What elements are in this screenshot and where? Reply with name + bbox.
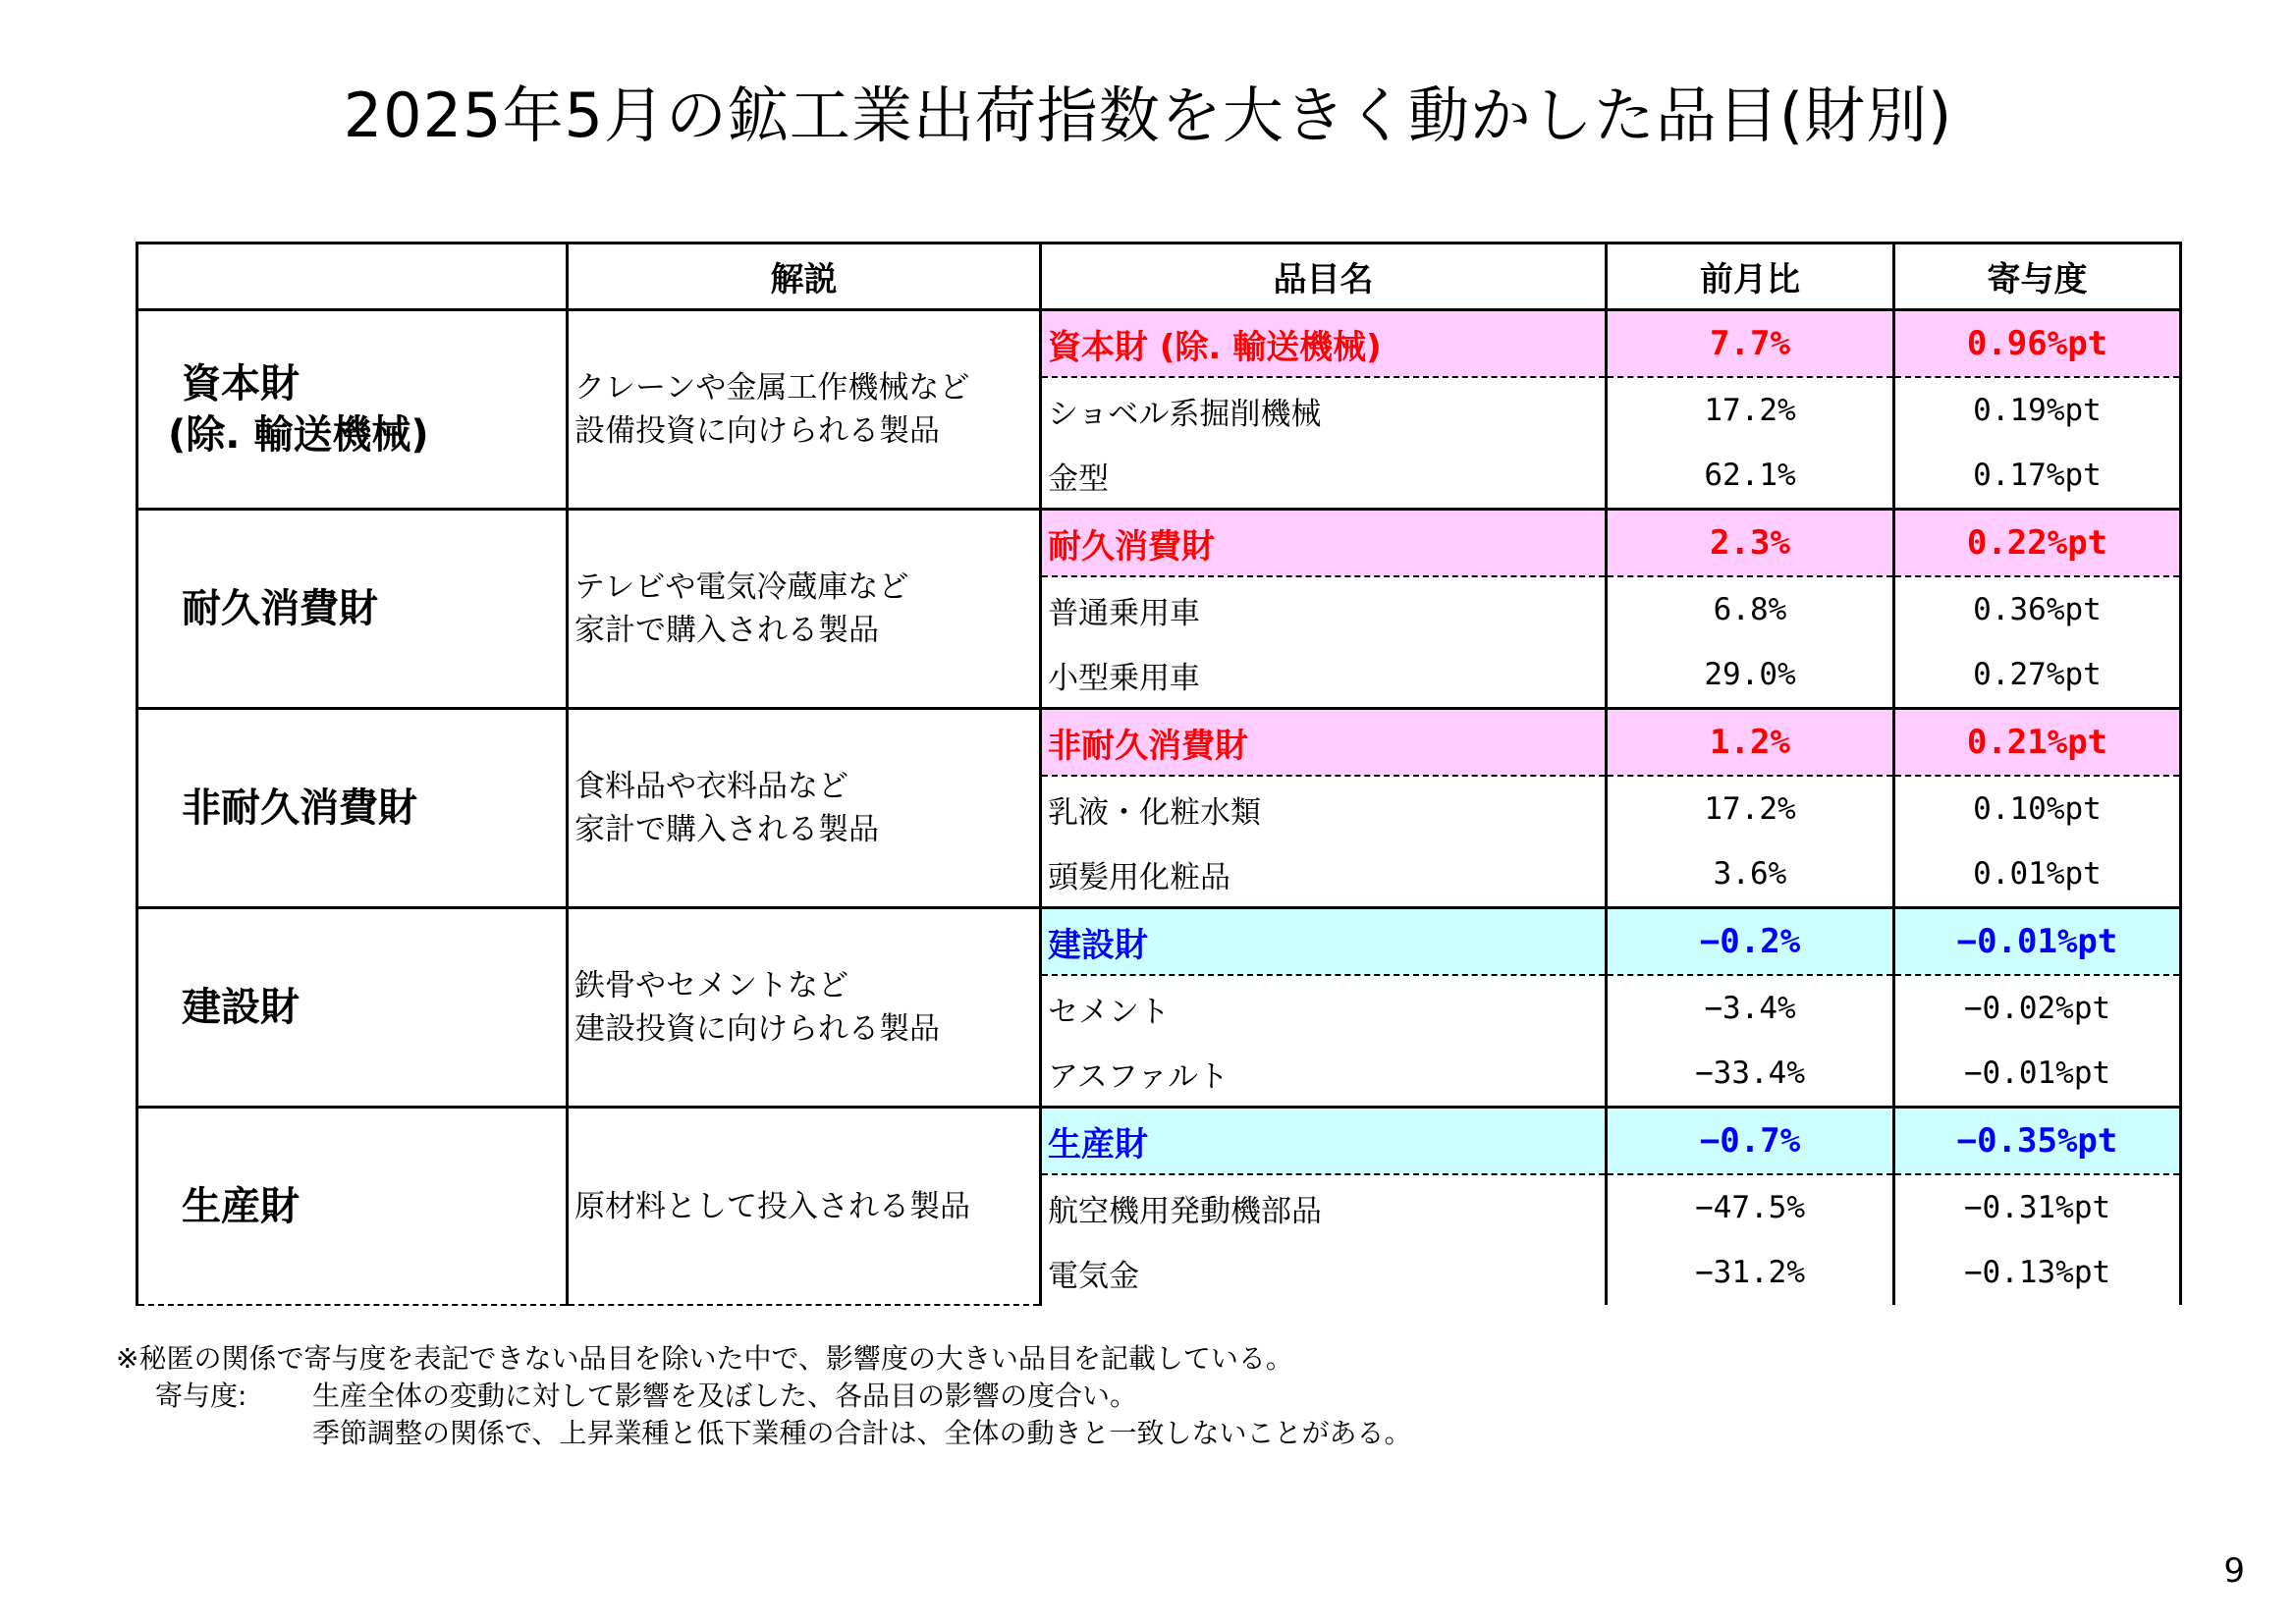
category-label: 建設財 (182, 985, 300, 1030)
page-title: 2025年5月の鉱工業出荷指数を大きく動かした品目(財別) (343, 80, 1953, 151)
footnote-line-3: 季節調整の関係で、上昇業種と低下業種の合計は、全体の動きと一致しないことがある。 (312, 1417, 1412, 1449)
item-name: 資本財 (除. 輸送機械) (1041, 310, 1607, 378)
category-label: 資本財 (182, 361, 300, 406)
contribution-value: 0.19%pt (1894, 377, 2181, 443)
contribution-value: −0.01%pt (1894, 1041, 2181, 1108)
month-over-month-value: 3.6% (1607, 841, 1894, 908)
contribution-value: 0.96%pt (1894, 310, 2181, 378)
header-category (137, 244, 568, 310)
description-cell (568, 510, 1041, 709)
description-text: 設備投資に向けられる製品 (574, 413, 940, 449)
description-cell (568, 709, 1041, 908)
table-row-group-total (137, 1108, 2181, 1175)
header-item-name: 品目名 (1041, 244, 1607, 310)
month-over-month-value: 29.0% (1607, 642, 1894, 709)
contribution-value: 0.27%pt (1894, 642, 2181, 709)
item-name: 非耐久消費財 (1041, 709, 1607, 777)
category-label: 生産財 (182, 1183, 300, 1229)
contribution-value: 0.36%pt (1894, 576, 2181, 642)
contribution-value: 0.01%pt (1894, 841, 2181, 908)
footnote-definition (116, 1378, 1411, 1415)
contribution-value: 0.17%pt (1894, 443, 2181, 510)
footnote-line-2: 生産全体の変動に対して影響を及ぼした、各品目の影響の度合い。 (312, 1380, 1138, 1412)
description-text: テレビや電気冷蔵庫など (574, 569, 909, 605)
header-description: 解説 (568, 244, 1041, 310)
month-over-month-value: 6.8% (1607, 576, 1894, 642)
contribution-value: −0.13%pt (1894, 1240, 2181, 1305)
category-label: 非耐久消費財 (182, 785, 417, 831)
contribution-value: −0.35%pt (1894, 1108, 2181, 1175)
table-header-row (137, 244, 2181, 310)
item-name: 電気金 (1041, 1240, 1607, 1305)
item-name: 航空機用発動機部品 (1041, 1174, 1607, 1240)
month-over-month-value: 17.2% (1607, 377, 1894, 443)
contribution-value: −0.02%pt (1894, 975, 2181, 1041)
description-text: 原材料として投入される製品 (574, 1188, 970, 1224)
category-sublabel: (除. 輸送機械) (168, 412, 429, 458)
month-over-month-value: −0.2% (1607, 908, 1894, 976)
item-name: 耐久消費財 (1041, 510, 1607, 577)
table-row-group-total (137, 510, 2181, 577)
description-text: 鉄骨やセメントなど (574, 968, 848, 1003)
contribution-value: 0.22%pt (1894, 510, 2181, 577)
description-text: 家計で購入される製品 (574, 812, 879, 847)
table-row-group-total (137, 709, 2181, 777)
item-name: 建設財 (1041, 908, 1607, 976)
item-name: セメント (1041, 975, 1607, 1041)
month-over-month-value: −47.5% (1607, 1174, 1894, 1240)
month-over-month-value: 7.7% (1607, 310, 1894, 378)
category-cell (137, 709, 568, 908)
category-cell (137, 908, 568, 1108)
contribution-value: −0.31%pt (1894, 1174, 2181, 1240)
item-name: ショベル系掘削機械 (1041, 377, 1607, 443)
contribution-value: 0.10%pt (1894, 776, 2181, 841)
item-name: 普通乗用車 (1041, 576, 1607, 642)
table-body (137, 310, 2181, 1306)
description-cell (568, 1108, 1041, 1306)
item-name: 乳液・化粧水類 (1041, 776, 1607, 841)
description-text: 食料品や衣料品など (574, 769, 848, 804)
month-over-month-value: 2.3% (1607, 510, 1894, 577)
description-text: クレーンや金属工作機械など (574, 370, 970, 406)
item-name: 頭髪用化粧品 (1041, 841, 1607, 908)
item-name: 金型 (1041, 443, 1607, 510)
month-over-month-value: −33.4% (1607, 1041, 1894, 1108)
footnote-label: 寄与度: (155, 1380, 247, 1412)
contribution-value: −0.01%pt (1894, 908, 2181, 976)
footnote-line-1: ※秘匿の関係で寄与度を表記できない品目を除いた中で、影響度の大きい品目を記載している。 (116, 1342, 1293, 1375)
table-row-group-total (137, 908, 2181, 976)
footnotes (116, 1340, 1411, 1452)
header-contribution: 寄与度 (1894, 244, 2181, 310)
header-month-over-month: 前月比 (1607, 244, 1894, 310)
category-cell (137, 310, 568, 510)
month-over-month-value: 62.1% (1607, 443, 1894, 510)
page-number: 9 (2223, 1551, 2245, 1591)
description-cell (568, 310, 1041, 510)
month-over-month-value: 1.2% (1607, 709, 1894, 777)
category-cell (137, 510, 568, 709)
item-name: アスファルト (1041, 1041, 1607, 1108)
table-row-group-total (137, 310, 2181, 378)
month-over-month-value: 17.2% (1607, 776, 1894, 841)
month-over-month-value: −31.2% (1607, 1240, 1894, 1305)
item-name: 小型乗用車 (1041, 642, 1607, 709)
item-name: 生産財 (1041, 1108, 1607, 1175)
category-cell (137, 1108, 568, 1306)
description-text: 家計で購入される製品 (574, 613, 879, 648)
description-cell (568, 908, 1041, 1108)
description-text: 建設投資に向けられる製品 (574, 1011, 940, 1047)
contribution-table (136, 242, 2182, 1306)
month-over-month-value: −0.7% (1607, 1108, 1894, 1175)
month-over-month-value: −3.4% (1607, 975, 1894, 1041)
contribution-value: 0.21%pt (1894, 709, 2181, 777)
category-label: 耐久消費財 (182, 586, 378, 631)
